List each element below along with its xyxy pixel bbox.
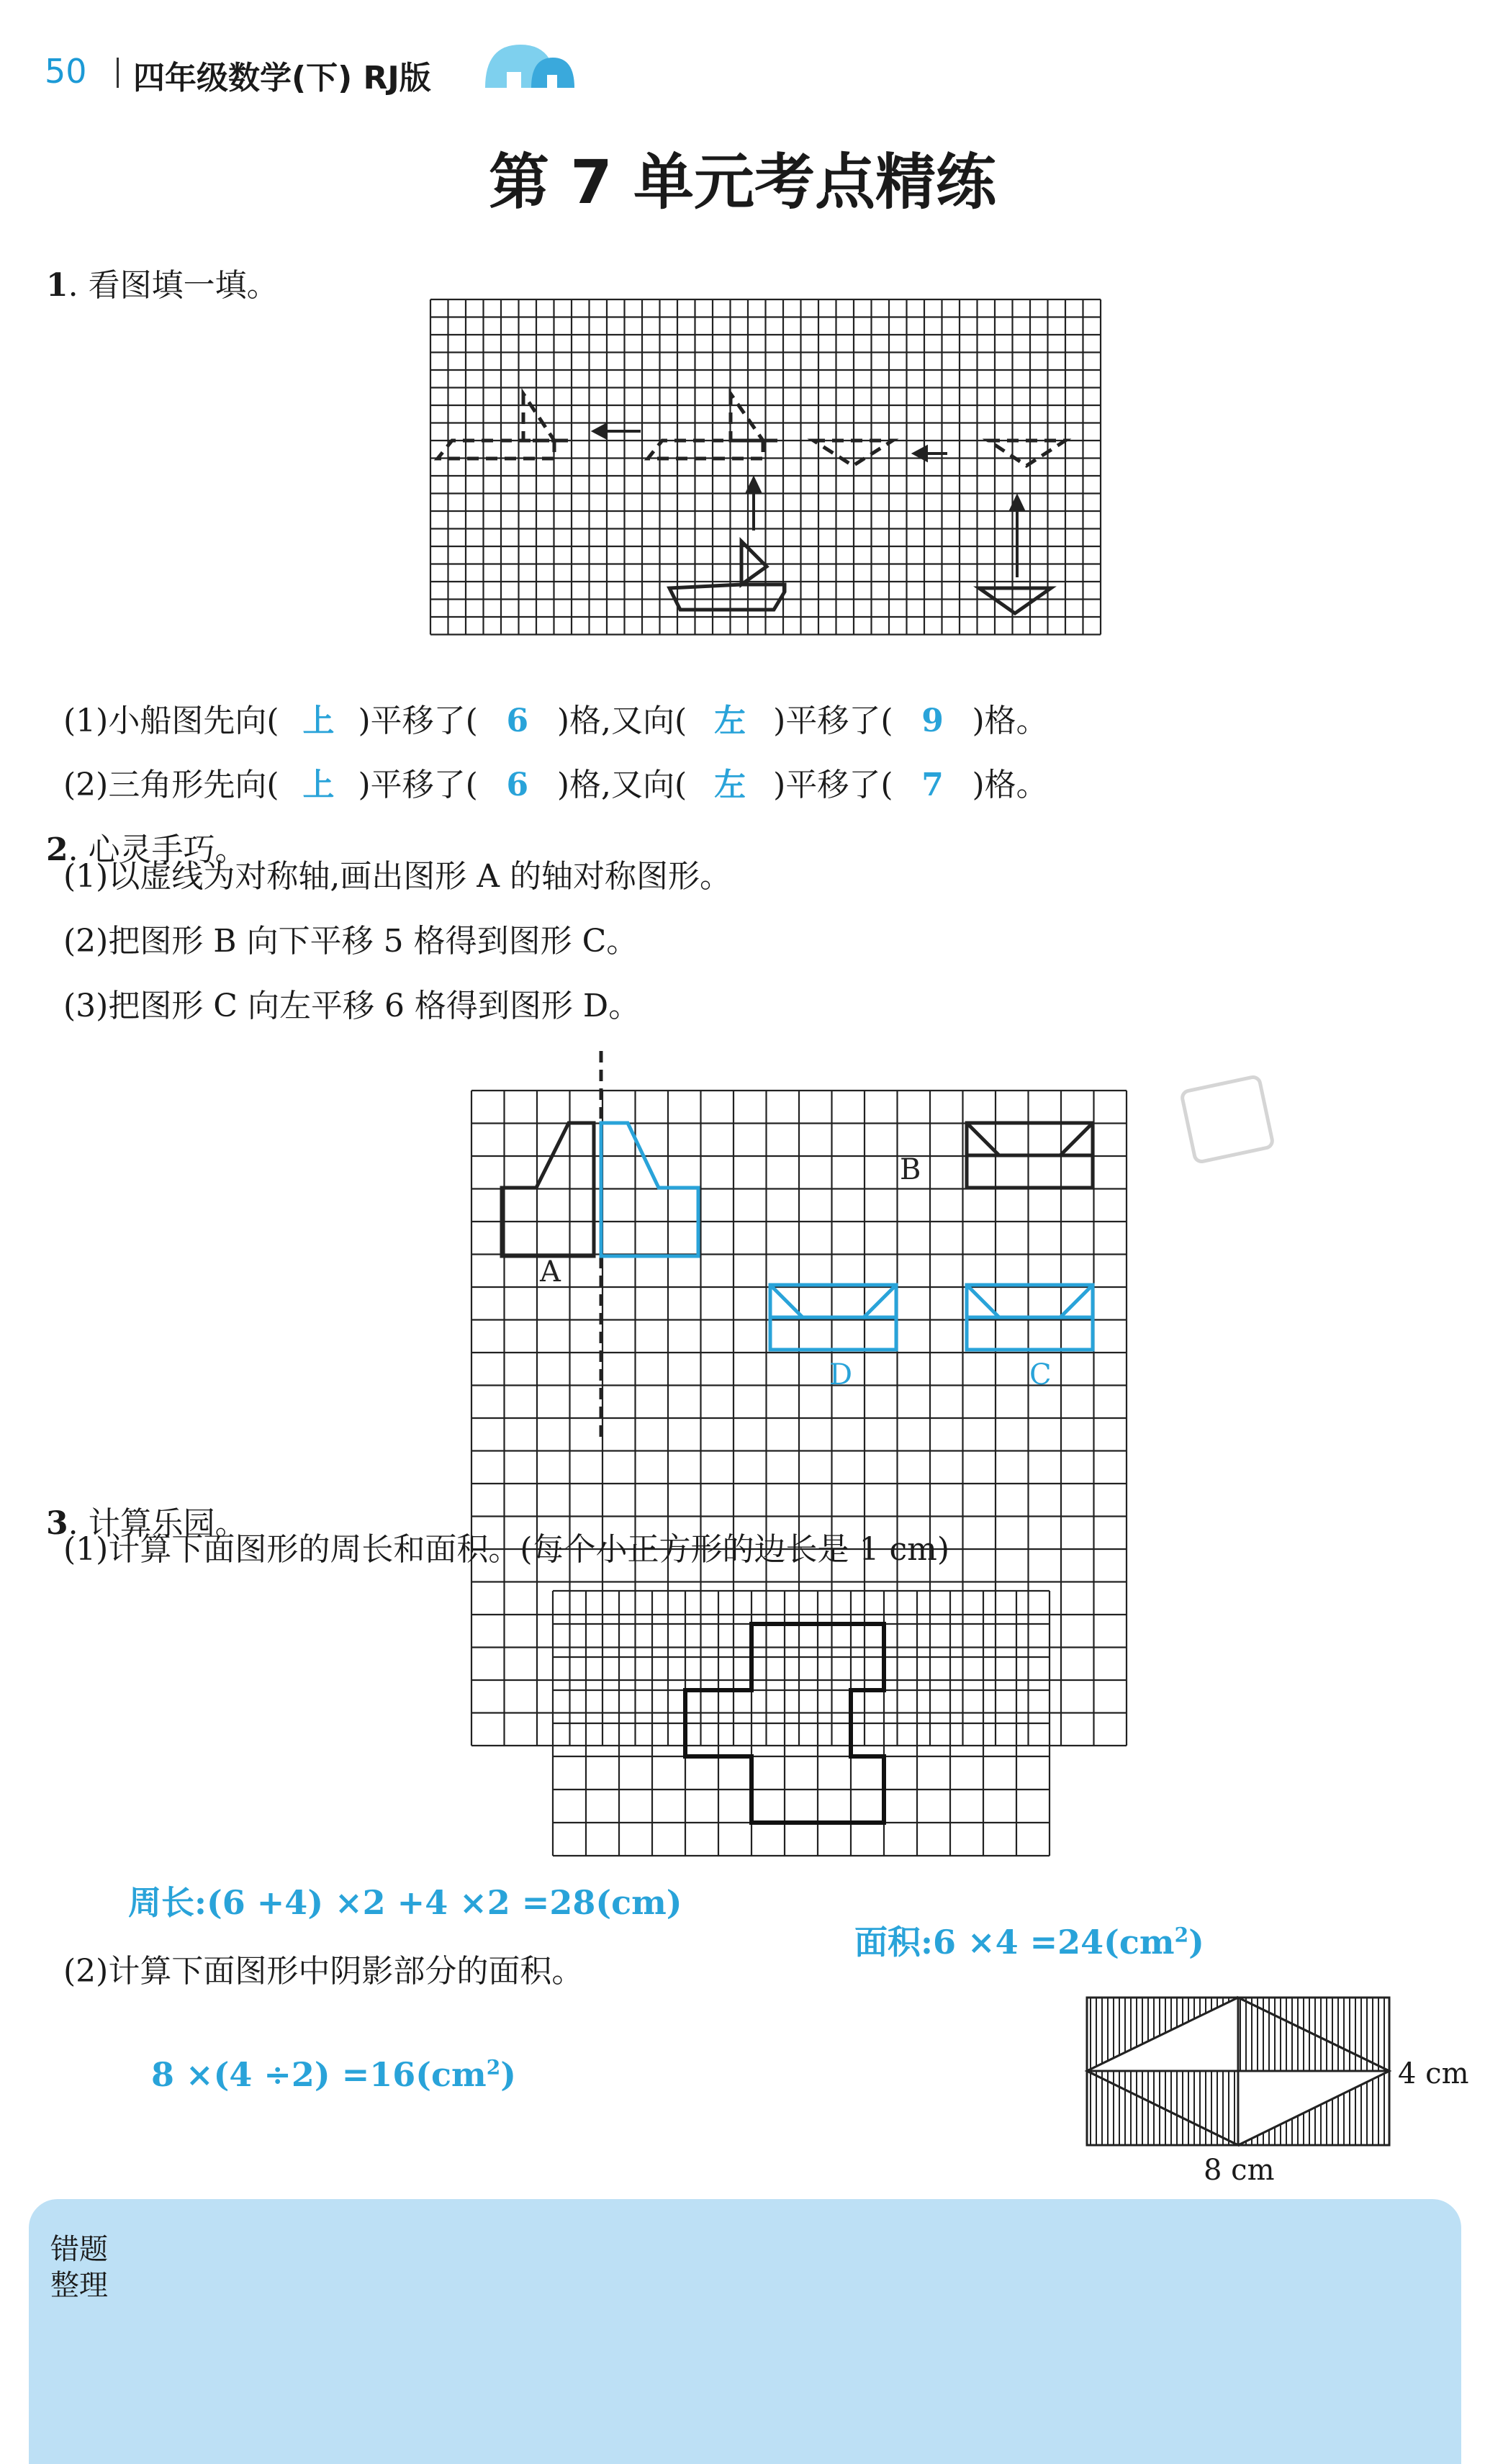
- q3-answer-perimeter: 周长:(6 +4) ×2 +4 ×2 =28(cm): [128, 1883, 682, 1922]
- q3-answer-shade-post: ): [500, 2055, 516, 2095]
- q1-sub2-text-e: )格。: [972, 766, 1048, 803]
- q1-sub1-answer-n2: 9: [921, 702, 944, 739]
- q2-title: . 心灵手巧。: [68, 831, 247, 868]
- q1-sub2-text-a: (2)三角形先向(: [63, 766, 279, 803]
- error-label-line2: 整理: [50, 2269, 108, 2302]
- q1-sub1-text-a: (1)小船图先向(: [63, 702, 279, 739]
- header-divider: [117, 58, 119, 88]
- q3-number: 3: [45, 1504, 68, 1542]
- q3-dim-width: 8 cm: [1204, 2154, 1275, 2187]
- watermark-stamp: [1181, 1073, 1281, 1173]
- q3-answer-area-sup: 2: [1174, 1923, 1189, 1947]
- q1-sub2-text-c: )格,又向(: [556, 766, 687, 803]
- q1-sub1-text-b: )平移了(: [358, 702, 478, 739]
- q3-shade-figure: [1083, 1994, 1393, 2149]
- q1-sub2-answer-n1: 6: [506, 766, 529, 803]
- igloo-logo-icon: [481, 37, 578, 91]
- error-collection-label: [50, 2231, 108, 2303]
- q1-sub2-text-b: )平移了(: [358, 766, 478, 803]
- q1-heading: [26, 229, 279, 305]
- page-title: 第 7 单元考点精练: [489, 147, 996, 217]
- label-C: C: [1029, 1358, 1052, 1391]
- q1-sub2-answer-dir2: 左: [714, 766, 746, 803]
- q1-sub1-text-d: )平移了(: [773, 702, 893, 739]
- error-collection-box[interactable]: [29, 2199, 1461, 2464]
- q1-grid-figure: [425, 297, 1101, 635]
- q3-title: . 计算乐园。: [68, 1504, 247, 1542]
- q3-dim-height: 4 cm: [1398, 2057, 1469, 2090]
- q2-number: 2: [45, 831, 68, 868]
- q3-answer-area-pre: 面积:6 ×4 =24(cm: [854, 1923, 1175, 1962]
- q3-answer-shade-sup: 2: [486, 2055, 501, 2080]
- q3-sub2: (2)计算下面图形中阴影部分的面积。: [63, 1953, 584, 1990]
- label-D: D: [829, 1358, 853, 1391]
- q1-sub1-text-e: )格。: [972, 702, 1048, 739]
- q2-sub3: (3)把图形 C 向左平移 6 格得到图形 D。: [63, 988, 641, 1024]
- q1-sub1-answer-dir1: 上: [302, 702, 335, 739]
- q1-sub2-answer-dir1: 上: [302, 766, 335, 803]
- q3-answer-shade-pre: 8 ×(4 ÷2) =16(cm: [151, 2055, 487, 2095]
- label-A: A: [540, 1255, 561, 1289]
- q3-answer-area: [831, 1883, 1204, 1962]
- q3-sub1: (1)计算下面图形的周长和面积。(每个小正方形的边长是 1 cm): [63, 1531, 949, 1568]
- q3-grid-figure: [553, 1591, 1050, 1857]
- error-label-line1: 错题: [50, 2233, 108, 2266]
- q3-answer-shade: [128, 2016, 516, 2095]
- q2-grid-figure: [468, 1051, 1137, 1440]
- q3-answer-area-post: ): [1188, 1923, 1204, 1962]
- book-title: 四年级数学(下) RJ版: [133, 60, 431, 96]
- q1-sub1-text-c: )格,又向(: [556, 702, 687, 739]
- q1-sub1-answer-dir2: 左: [714, 702, 746, 739]
- q2-sub2: (2)把图形 B 向下平移 5 格得到图形 C。: [63, 923, 638, 960]
- q1-number: 1: [45, 266, 68, 304]
- q1-sub2-text-d: )平移了(: [773, 766, 893, 803]
- q1-sub1-answer-n1: 6: [506, 702, 529, 739]
- q2-sub1: (1)以虚线为对称轴,画出图形 A 的轴对称图形。: [63, 858, 732, 895]
- page-number: 50: [45, 52, 87, 91]
- q1-title: . 看图填一填。: [68, 266, 279, 304]
- label-B: B: [900, 1153, 921, 1186]
- q1-sub2-answer-n2: 7: [921, 766, 944, 803]
